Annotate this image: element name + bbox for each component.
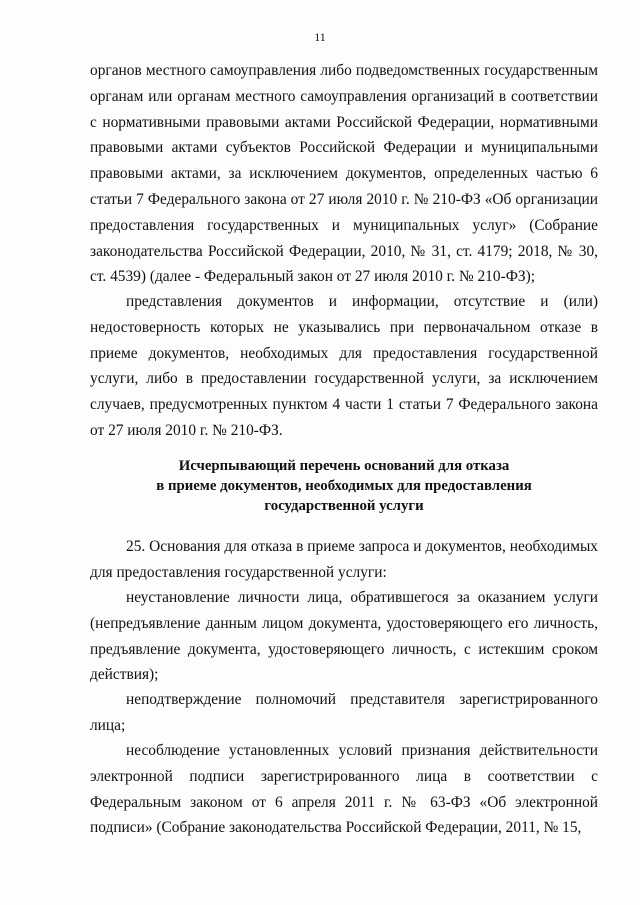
paragraph-authority — [90, 687, 598, 739]
paragraph-text: представления документов и информации, отсутствие и (или) недостоверность которых не указывались при первоначальном отказе в приеме документов, необходимых для предоставления государственной услуги, либо в предоставлении государственной услуги, за исключением случаев, предусмотренных пунктом 4 части 1 статьи 7 Федерального закона от 27 июля 2010 г. № 210-ФЗ. — [90, 293, 598, 439]
paragraph-documents-information — [90, 289, 598, 444]
paragraph-text: неустановление личности лица, обратившегося за оказанием услуги (непредъявление данным лицом документа, удостоверяющего его личность, предъявление документа, удостоверяющего личность, с истекшим сроком действия); — [90, 589, 598, 684]
heading-line-2: в приеме документов, необходимых для предоставления — [156, 478, 532, 494]
paragraph-identity — [90, 585, 598, 688]
paragraph-text: 25. Основания для отказа в приеме запроса и документов, необходимых для предоставления государственной услуги: — [90, 538, 598, 581]
heading-line-1: Исчерпывающий перечень оснований для отказа — [178, 458, 510, 474]
paragraph-signature — [90, 738, 598, 841]
paragraph-text: органов местного самоуправления либо подведомственных государственным органам или органам местного самоуправления организаций в соответствии с нормативными правовыми актами Российской Федерации, нормативными правовыми актами субъектов Российской Федерации и муниципальными правовыми актами, за исключением документов, определенных частью 6 статьи 7 Федерального закона от 27 июля 2010 г. № 210-ФЗ «Об организации предоставления государственных и муниципальных услуг» (Собрание законодательства Российской Федерации, 2010, № 31, ст. 4179; 2018, № 30, ст. 4539) (далее - Федеральный закон от 27 июля 2010 г. № 210-ФЗ); — [90, 62, 598, 286]
page-number: 11 — [314, 30, 326, 44]
section-heading — [90, 456, 598, 516]
paragraph-item-25 — [90, 534, 598, 586]
paragraph-text: несоблюдение установленных условий признания действительности электронной подписи зарегистрированного лица в соответствии с Федеральным законом от 6 апреля 2011 г. № 63-ФЗ «Об электронной подписи» (Собрание законодательства Российской Федерации, 2011, № 15, — [90, 742, 598, 837]
paragraph-text: неподтверждение полномочий представителя зарегистрированного лица; — [90, 691, 598, 734]
paragraph-continuation — [90, 58, 598, 290]
heading-line-3: государственной услуги — [264, 498, 424, 514]
